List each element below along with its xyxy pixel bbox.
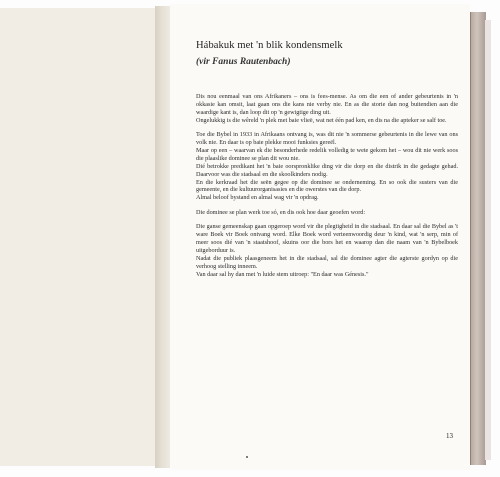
paragraph: Dié betrokke predikant het 'n baie oorspronklike ding vir die dorp en die distrik in die gedagte gehad. Daarvoor was die stadsaal en die skoolkinders nodig. <box>196 162 458 178</box>
paragraph: Die ganse gemeenskap gaan opgeroep word vir die plegtigheid in die stadsaal. En daar sal die Bybel as 't ware Boek vir Boek ontvang word. Elke Boek word verteenwoordig deur 'n kind, wat 'n serp, min of meer soos dié van 'n staatshoof, skuins oor die bors het en waarop dan die naam van 'n Bybelboek uitgeborduur is. <box>196 223 458 254</box>
paragraph: Ongelukkig is die wêreld 'n plek met baie vlieë, wat net één pad ken, en dis na die apteker se salf toe. <box>196 116 447 124</box>
left-page <box>0 8 161 466</box>
paragraph: Almal beloof bystand en almal wag vir 'n opdrag. <box>196 194 319 202</box>
paragraph: Maar op een – waarvan ek die besonderhede redelik volledig te wete gekom het – wou dit nie werk soos die plaaslike dominee se plan dit wou nie. <box>196 146 458 162</box>
paragraph: Nadat die publiek plaasgeneem het in die stadsaal, sal die dominee agter die agterste gordyn op die verhoog stelling inneem. <box>196 254 458 270</box>
page-edges-outer <box>485 20 491 460</box>
story-title: Hábakuk met 'n blik kondensmelk <box>196 40 343 51</box>
paragraph: Dis nou eenmaal van ons Afrikaners – ons is fees-mense. As om die een of ander gebeurtenis in 'n okkasie kan omsit, laat gaan ons die kans nie verby nie. En as die storie dan nog buitendien aan die waardige kant is, dan loop dit op 'n gewigtige ding uit. <box>196 93 458 116</box>
paragraph: Van daar sal hy dan met 'n luide stem uitroep: "En daar was Génesis." <box>196 270 369 278</box>
paragraph: Die dominee se plan werk toe só, en dis ook hoe daar geoefen word: <box>196 208 366 216</box>
paper-speck <box>246 456 248 458</box>
page-edges <box>470 12 486 465</box>
paragraph: Toe die Bybel in 1933 in Afrikaans ontvang is, was dit nie 'n sommerse gebeurtenis in die lewe van ons volk nie. En daar is op baie plekke mooi funksies gereël. <box>196 131 458 147</box>
story-dedication: (vir Fanus Rautenbach) <box>196 57 291 67</box>
page-number: 13 <box>446 432 453 440</box>
story-body <box>196 93 458 279</box>
paragraph: En die kerkraad het die seën gegee op die dominee se onderneming. En so ook die susters van die gemeente, en die kultuurorganisasies en die owerstes van die dorp. <box>196 178 458 194</box>
